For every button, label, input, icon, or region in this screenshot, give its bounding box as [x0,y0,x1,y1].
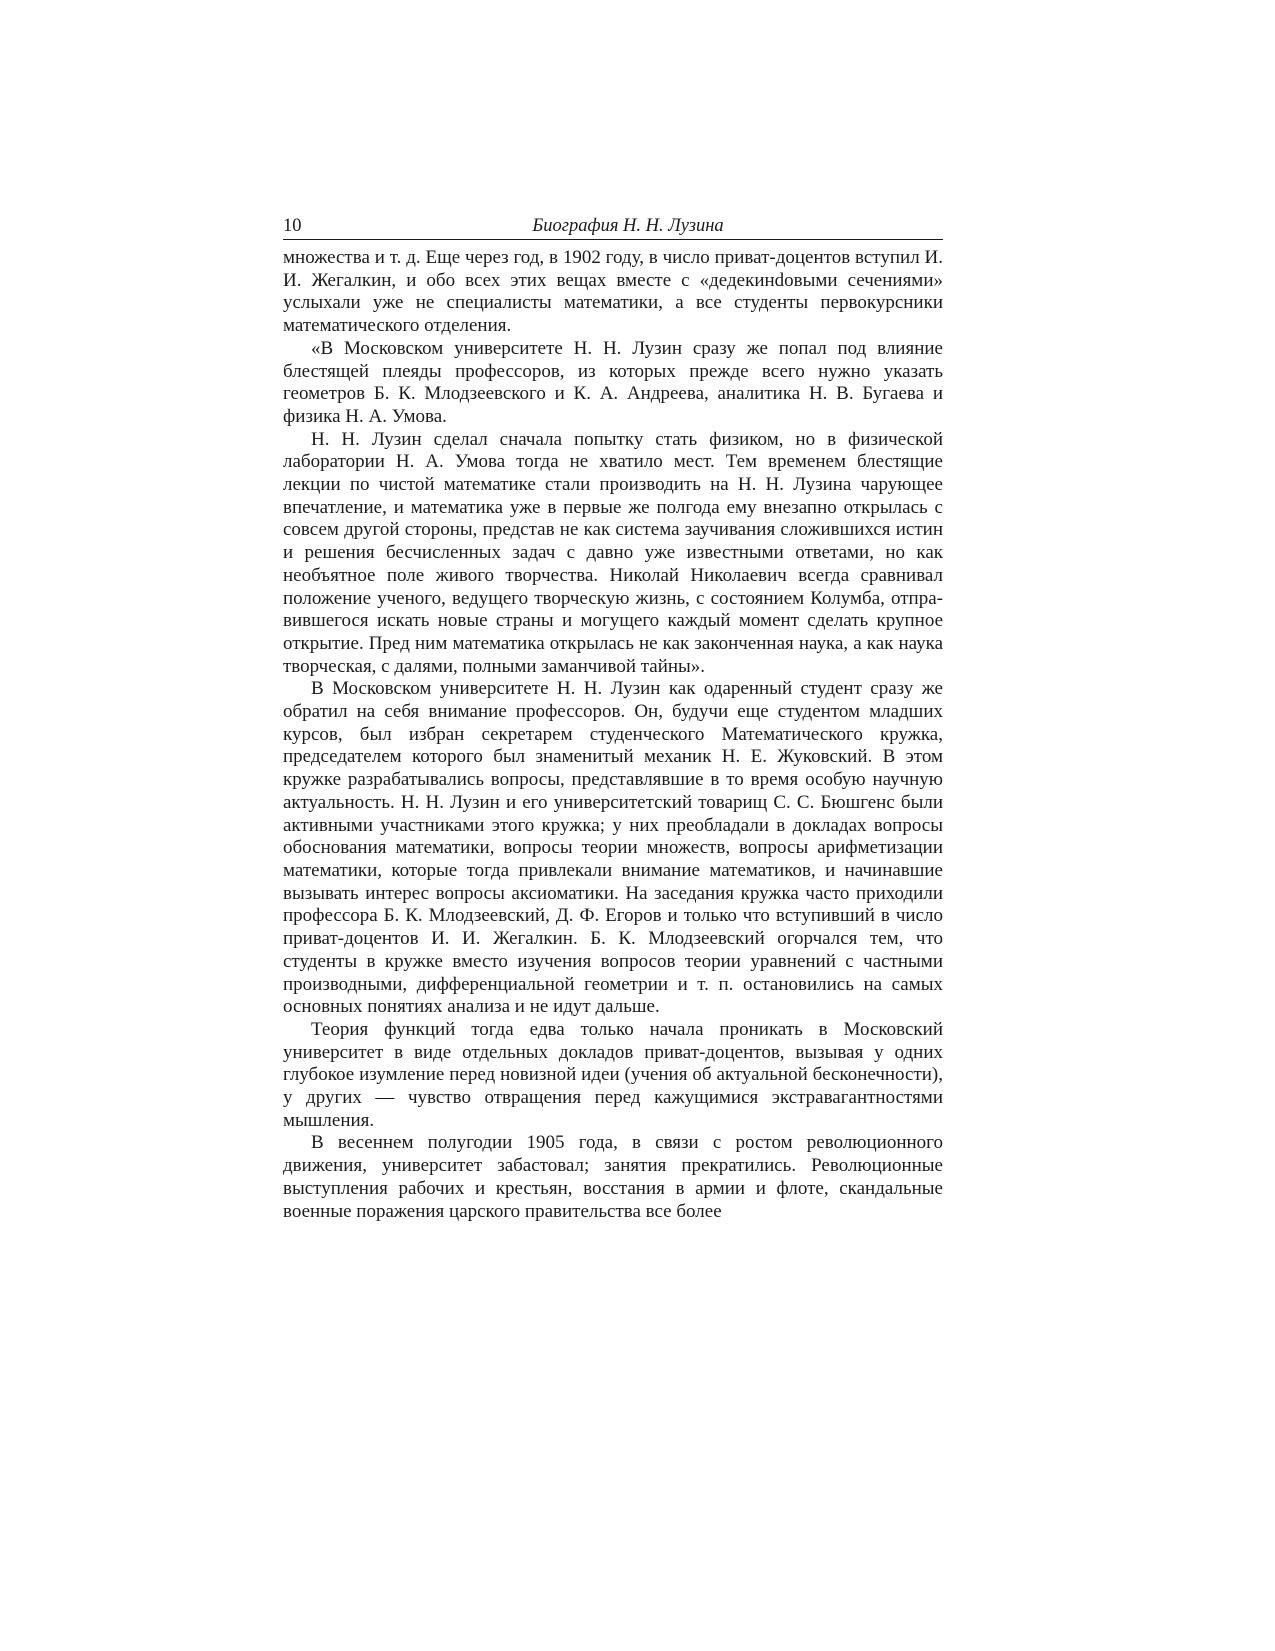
running-head [283,213,943,240]
paragraph: В весеннем полугодии 1905 года, в связи с ростом революционного движения, университет забастовал; занятия прекратились. Революционные выступления рабочих и крестьян, восстания в армии и флоте, скандальные военные поражения царского правительства все более [283,1132,943,1222]
paragraph: В Московском университете Н. Н. Лузин как одаренный студент сразу же обратил на себя внимание профессоров. Он, будучи еще студентом младших курсов, был избран секретарем студенческого Математического кружка, председателем которого был знаменитый механик Н. Е. Жуковский. В этом кружке разрабатывались вопросы, представлявшие в то время особую научную актуальность. Н. Н. Лузин и его университетский товарищ С. С. Бюшгенс были активными участниками этого кружка; у них преобладали в докладах вопросы обоснования математики, вопросы теории множеств, вопросы арифметизации математики, которые тогда привлекали внимание математиков, и начинавшие вызывать интерес вопросы аксиоматики. На заседания кружка часто приходили профессора Б. К. Млодзеевский, Д. Ф. Егоров и только что вступивший в число приват-доцентов И. И. Жегалкин. Б. К. Млодзеевский огорчался тем, что студенты в кружке вместо изучения вопросов теории уравнений с частными производными, дифференциальной геометрии и т. п. остановились на самых основных понятиях анализа и не идут дальше. [283,678,943,1018]
book-page [283,213,943,1223]
paragraph-continuation: множества и т. д. Еще через год, в 1902 году, в число приват-доцентов вступил И. И. Жегалкин, и обо всех этих вещах вместе с «дедекинdовыми сечениями» услыхали уже не специалисты математики, а все студенты первокурсники математического отделения. [283,247,943,337]
body-text [283,247,943,1223]
paragraph: Теория функций тогда едва только начала проникать в Московский университет в виде отдельных докладов приват-доцентов, вызывая у одних глубокое изумление перед новизной идеи (учения об актуальной бесконечности), у других — чувство отвращения перед кажущимися экстравагантностями мышления. [283,1018,943,1131]
paragraph: Н. Н. Лузин сделал сначала попытку стать физиком, но в физической лаборатории Н. А. Умова тогда не хватило мест. Тем временем блестящие лекции по чистой математике стали производить на Н. Н. Лузина чарующее впечатление, и математика уже в первые же полгода ему внезапно открылась с совсем другой стороны, представ не как система заучивания сложившихся истин и решения бесчисленных задач с давно уже известными ответами, но как необъятное поле живого творчества. Николай Николаевич всегда сравнивал положение ученого, ведущего творческую жизнь, с состоянием Колумба, отправившегося искать новые страны и могущего каждый момент сделать крупное открытие. Пред ним математика открылась не как законченная наука, а как наука творческая, с далями, полными заманчивой тайны». [283,428,943,677]
page-number: 10 [283,216,302,236]
paragraph: «В Московском университете Н. Н. Лузин сразу же попал под влияние блестящей плеяды профессоров, из которых прежде всего нужно указать геометров Б. К. Млодзеевского и К. А. Андреева, аналитика Н. В. Бугаева и физика Н. А. Умова. [283,337,943,427]
running-title: Биография Н. Н. Лузина [532,216,724,236]
